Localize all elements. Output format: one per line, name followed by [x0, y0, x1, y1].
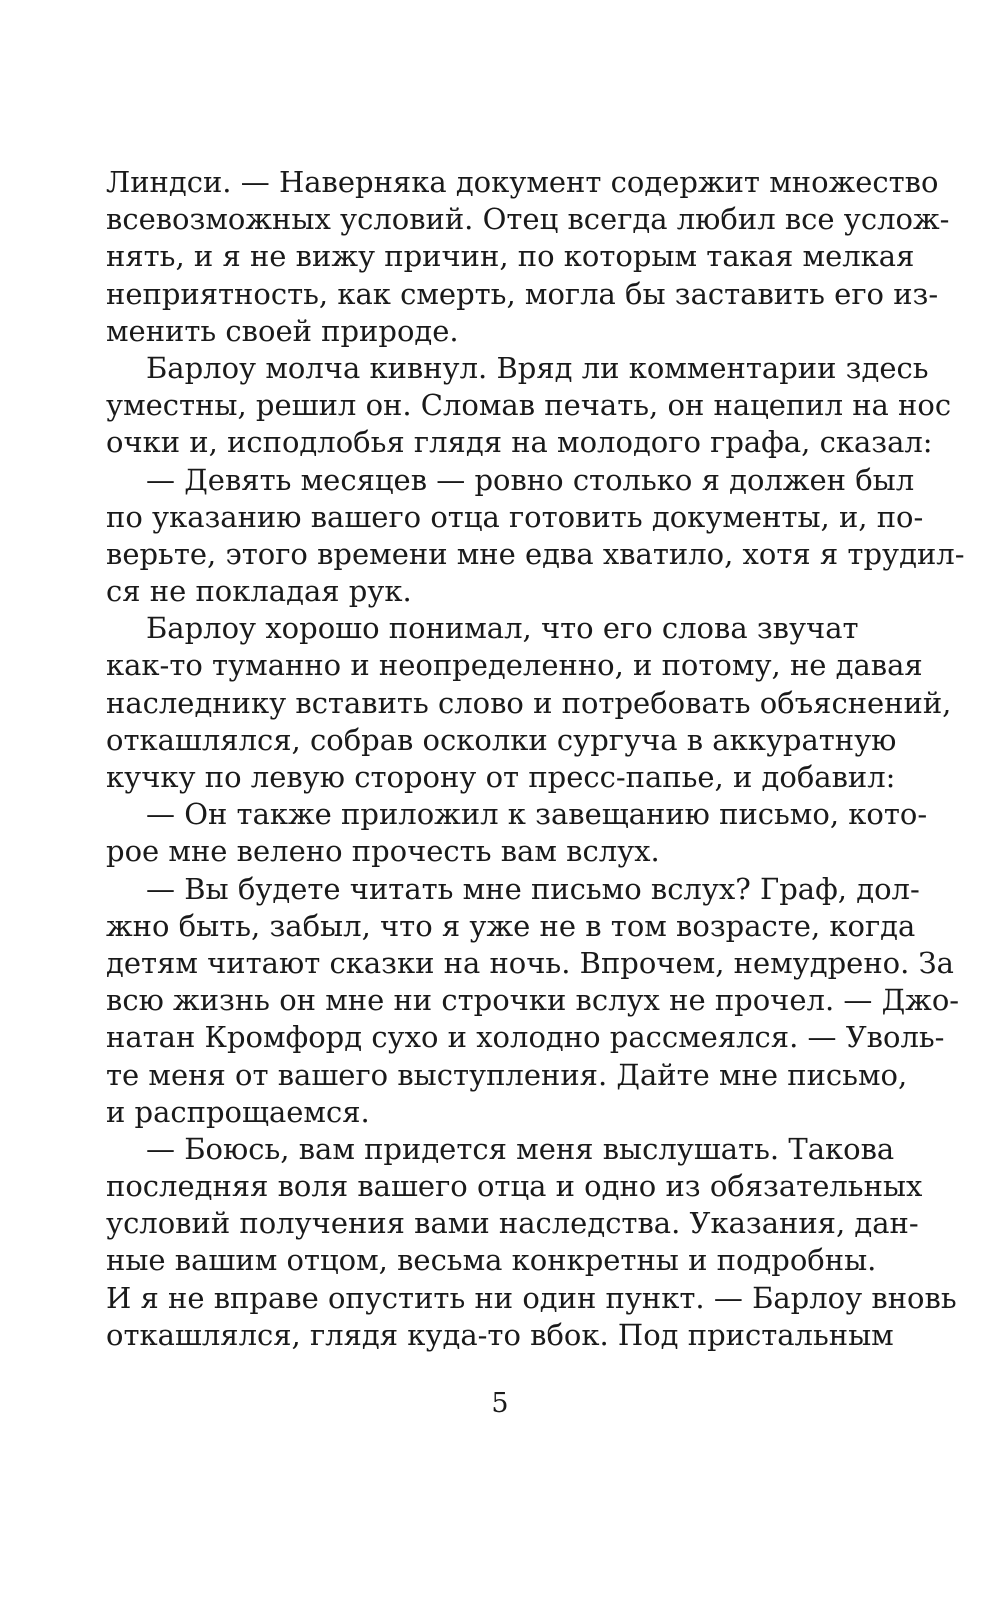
text-line: ся не покладая рук. — [106, 574, 412, 609]
text-line: последняя воля вашего отца и одно из обязательных — [106, 1169, 923, 1204]
text-line: Барлоу молча кивнул. Вряд ли комментарии здесь — [146, 350, 929, 385]
text-line: И я не вправе опустить ни один пункт. — Барлоу вновь — [106, 1280, 957, 1315]
page-number: 5 — [491, 1388, 509, 1419]
text-line: всю жизнь он мне ни строчки вслух не прочел. — Джо- — [106, 983, 960, 1018]
text-line: откашлялся, собрав осколки сургуча в аккуратную — [106, 722, 897, 757]
text-line: условий получения вами наследства. Указания, дан- — [106, 1206, 919, 1241]
text-line: неприятность, как смерть, могла бы заставить его из- — [106, 276, 939, 311]
text-line: и распрощаемся. — [106, 1094, 370, 1129]
text-line: всевозможных условий. Отец всегда любил все услож- — [106, 202, 950, 237]
text-line: по указанию вашего отца готовить документы, и, по- — [106, 499, 924, 534]
text-line: откашлялся, глядя куда-то вбок. Под пристальным — [106, 1317, 894, 1352]
text-line: Линдси. — Наверняка документ содержит множество — [106, 165, 939, 199]
body-text — [106, 164, 965, 1354]
text-line: рое мне велено прочесть вам вслух. — [106, 834, 660, 869]
text-line: ные вашим отцом, весьма конкретны и подробны. — [106, 1243, 877, 1278]
text-line: — Боюсь, вам придется меня выслушать. Такова — [146, 1131, 895, 1166]
text-line: менить своей природе. — [106, 313, 459, 348]
text-line: нять, и я не вижу причин, по которым такая мелкая — [106, 239, 915, 274]
text-line: как-то туманно и неопределенно, и потому, не давая — [106, 648, 923, 683]
text-line: уместны, решил он. Сломав печать, он нацепил на нос — [106, 388, 952, 423]
text-line: — Он также приложил к завещанию письмо, кото- — [146, 797, 928, 832]
text-line: те меня от вашего выступления. Дайте мне письмо, — [106, 1057, 908, 1092]
text-line: очки и, исподлобья глядя на молодого графа, сказал: — [106, 425, 933, 460]
text-line: — Девять месяцев — ровно столько я должен был — [146, 462, 915, 497]
text-line: детям читают сказки на ночь. Впрочем, немудрено. За — [106, 945, 954, 980]
text-line: наследнику вставить слово и потребовать объяснений, — [106, 685, 952, 720]
text-line: верьте, этого времени мне едва хватило, хотя я трудил- — [106, 536, 965, 571]
text-line: жно быть, забыл, что я уже не в том возрасте, когда — [106, 908, 916, 943]
text-line: — Вы будете читать мне письмо вслух? Граф, дол- — [146, 871, 920, 906]
text-line: кучку по левую сторону от пресс-папье, и добавил: — [106, 760, 896, 794]
text-line: Барлоу хорошо понимал, что его слова звучат — [146, 611, 859, 646]
text-line: натан Кромфорд сухо и холодно рассмеялся. — Уволь- — [106, 1020, 945, 1055]
